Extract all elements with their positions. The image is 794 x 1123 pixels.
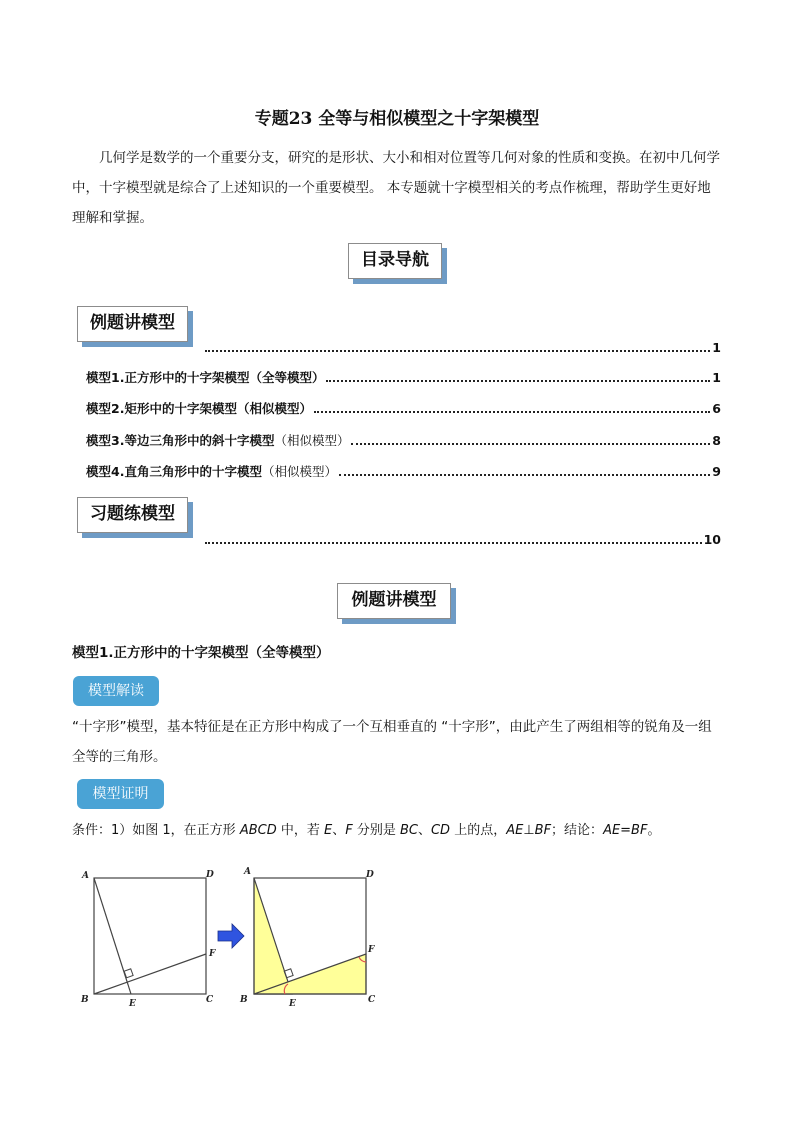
toc-page: 9 [712,464,721,479]
toc-dots [351,442,710,445]
label-b-right: B [240,995,248,1005]
toc-page: 1 [712,370,721,385]
label-c: C [206,995,214,1005]
figure-left-square [80,870,216,1009]
label-b: B [81,995,89,1005]
body-heading-box [337,583,451,619]
model-interpretation-pill: 模型解读 [73,676,159,706]
toc-section1-heading: 例题讲模型 [90,313,175,333]
label-e: E [129,999,136,1009]
toc-item-3[interactable] [86,431,721,449]
toc-item-note: （相似模型） [261,464,337,479]
toc-item-4[interactable] [86,462,721,480]
model-proof-pill: 模型证明 [77,779,164,809]
intro-paragraph: 几何学是数学的一个重要分支，研究的是形状、大小和相对位置等几何对象的性质和变换。在初中几何学中，十字模型就是综合了上述知识的一个重要模型。 本专题就十字模型相关的考点作梳理，帮助学生更好地理解和掌握。 [72,150,720,226]
figure-right-square [239,867,376,1009]
toc-line-section1[interactable] [203,340,721,355]
figure-1 [74,860,394,1010]
label-a: A [82,871,89,881]
toc-page: 1 [712,340,721,355]
condition-text: 条件：1）如图 1，在正方形 ABCD 中，若 E、F 分别是 BC、CD 上的点，AE⊥BF；结论：AE=BF。 [72,823,661,838]
toc-item-label: 模型1.正方形中的十字架模型（全等模型） [86,370,325,385]
label-f: F [209,949,216,959]
toc-item-label: 模型4.直角三角形中的十字模型 [86,464,262,479]
label-d-right: D [366,870,374,880]
model1-title: 模型1.正方形中的十字架模型（全等模型） [72,645,330,661]
toc-dots [205,541,702,544]
toc-heading-box [348,243,442,279]
label-e-right: E [289,999,296,1009]
label-d: D [206,870,214,880]
toc-heading: 目录导航 [361,250,429,270]
model-description: “十字形”模型，基本特征是在正方形中构成了一个互相垂直的 “十字形”，由此产生了两组相等的锐角及一组全等的三角形。 [72,719,712,765]
arrow-right-icon [218,924,244,948]
toc-dots [326,379,710,382]
toc-page: 6 [712,401,721,416]
toc-page: 10 [703,532,721,547]
toc-dots [339,473,710,476]
toc-section2-box [77,497,188,533]
toc-dots [205,349,710,352]
toc-section1-box [77,306,188,342]
toc-item-1[interactable] [86,368,721,386]
toc-line-section2[interactable] [203,532,721,547]
toc-dots [314,410,710,413]
toc-item-label: 模型2.矩形中的十字架模型（相似模型） [86,401,312,416]
toc-item-label: 模型3.等边三角形中的斜十字模型 [86,433,275,448]
toc-section2-heading: 习题练模型 [90,504,175,524]
toc-item-note: （相似模型） [274,433,350,448]
toc-page: 8 [712,433,721,448]
label-c-right: C [368,995,376,1005]
label-f-right: F [368,945,375,955]
toc-item-2[interactable] [86,399,721,417]
label-a-right: A [244,867,251,877]
body-heading: 例题讲模型 [351,590,437,610]
page-title: 专题23 全等与相似模型之十字架模型 [254,109,540,129]
